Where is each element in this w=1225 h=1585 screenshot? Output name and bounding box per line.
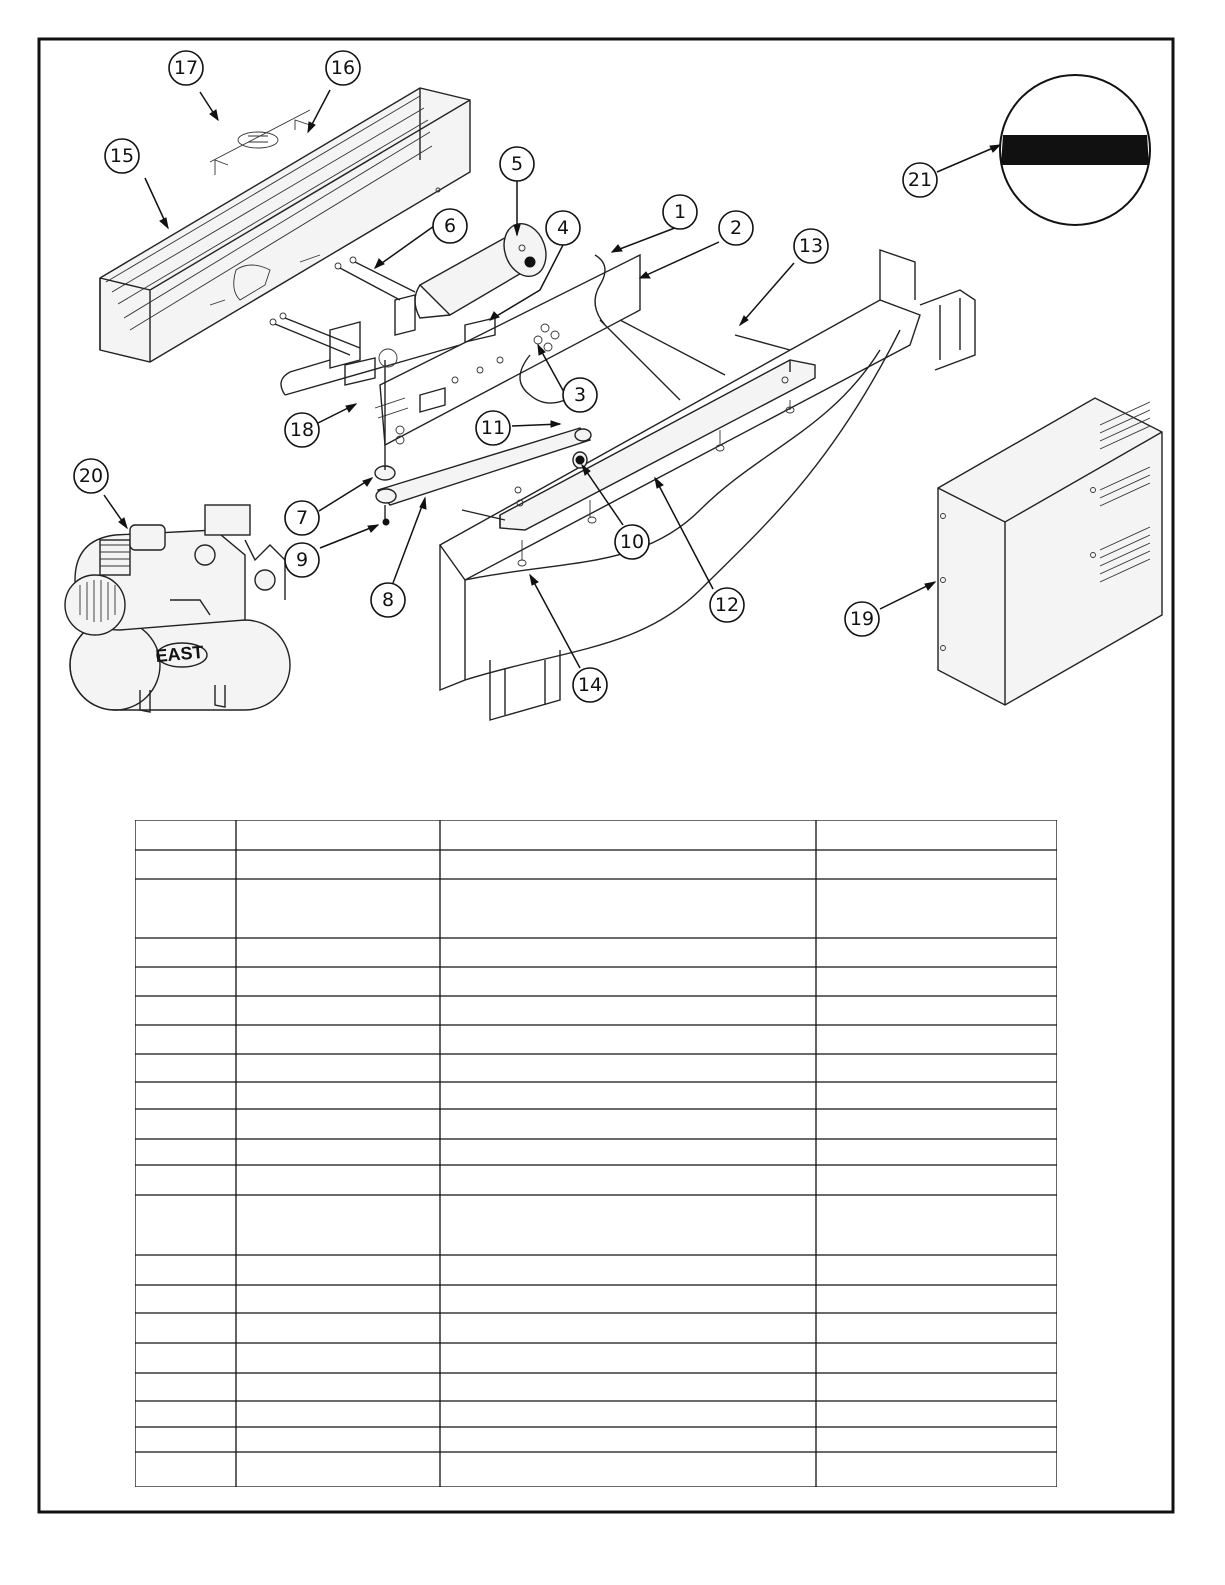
part-screws bbox=[520, 324, 565, 403]
compressor-brand-label: EAST bbox=[154, 641, 205, 667]
callout-9 bbox=[285, 543, 319, 577]
callout-7 bbox=[285, 501, 319, 535]
svg-text:20: 20 bbox=[78, 465, 104, 487]
callout-1 bbox=[663, 195, 697, 229]
callout-19 bbox=[845, 602, 879, 636]
callout-15 bbox=[105, 139, 139, 173]
svg-text:18: 18 bbox=[289, 419, 315, 441]
callout-2 bbox=[719, 211, 753, 245]
svg-text:19: 19 bbox=[849, 608, 875, 630]
part-air-compressor bbox=[65, 505, 290, 712]
callout-3 bbox=[563, 378, 597, 412]
svg-text:5: 5 bbox=[510, 153, 524, 175]
svg-text:10: 10 bbox=[619, 531, 645, 553]
svg-text:17: 17 bbox=[173, 57, 199, 79]
svg-text:11: 11 bbox=[480, 417, 506, 439]
callout-16 bbox=[326, 51, 360, 85]
svg-text:1: 1 bbox=[673, 201, 687, 223]
callout-14 bbox=[573, 668, 607, 702]
part-header-track bbox=[440, 250, 975, 720]
callout-18 bbox=[285, 413, 319, 447]
svg-text:4: 4 bbox=[556, 217, 570, 239]
callout-13 bbox=[794, 229, 828, 263]
svg-text:12: 12 bbox=[714, 594, 740, 616]
callout-4 bbox=[546, 211, 580, 245]
callout-17 bbox=[169, 51, 203, 85]
part-control-box bbox=[938, 398, 1162, 705]
part-color-swatch bbox=[1000, 75, 1150, 225]
callout-21 bbox=[903, 163, 937, 197]
svg-text:6: 6 bbox=[443, 215, 457, 237]
callout-20 bbox=[74, 459, 108, 493]
callout-6 bbox=[433, 209, 467, 243]
svg-text:9: 9 bbox=[295, 549, 309, 571]
svg-text:7: 7 bbox=[295, 507, 309, 529]
callout-12 bbox=[710, 588, 744, 622]
svg-text:21: 21 bbox=[907, 169, 933, 191]
callout-8 bbox=[371, 583, 405, 617]
svg-text:2: 2 bbox=[729, 217, 743, 239]
part-hose bbox=[595, 255, 605, 325]
svg-text:3: 3 bbox=[573, 384, 587, 406]
callout-5 bbox=[500, 147, 534, 181]
callout-11 bbox=[476, 411, 510, 445]
svg-text:14: 14 bbox=[577, 674, 603, 696]
part-motor-brackets bbox=[330, 295, 495, 412]
svg-text:16: 16 bbox=[330, 57, 356, 79]
svg-text:15: 15 bbox=[109, 145, 135, 167]
part-rod bbox=[600, 320, 725, 400]
svg-text:13: 13 bbox=[798, 235, 824, 257]
parts-list-table bbox=[135, 820, 1057, 1487]
table-grid bbox=[135, 820, 1057, 1487]
svg-text:8: 8 bbox=[381, 589, 395, 611]
callout-10 bbox=[615, 525, 649, 559]
